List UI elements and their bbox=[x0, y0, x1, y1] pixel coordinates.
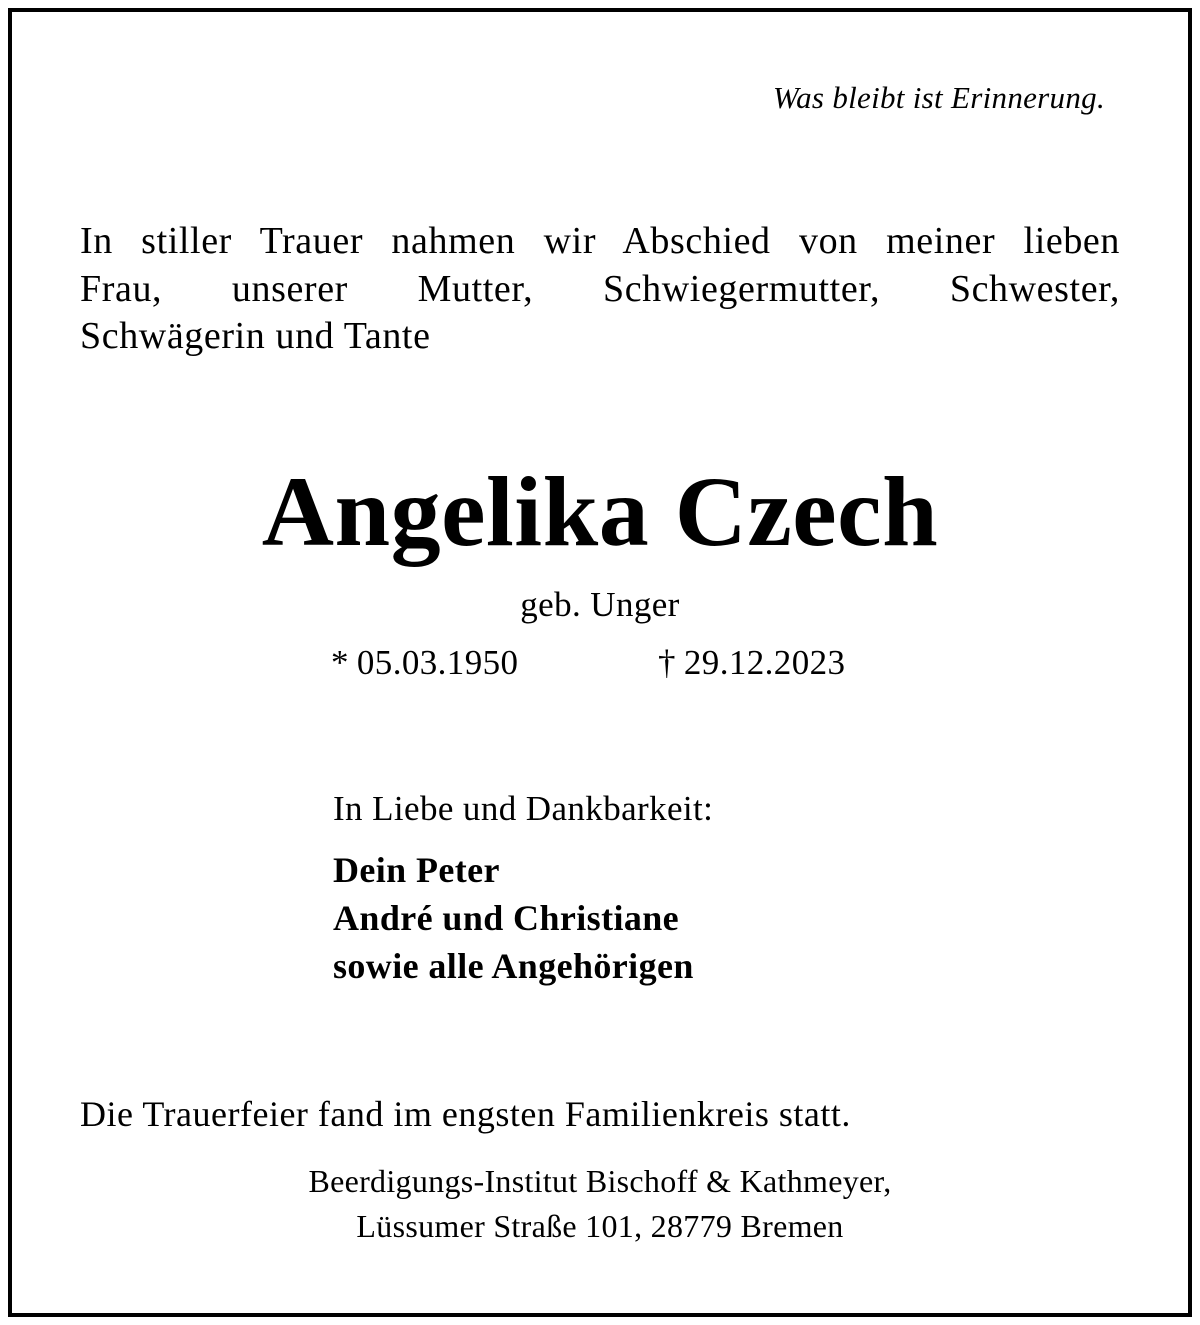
thanks-line: In Liebe und Dankbarkeit: bbox=[333, 789, 714, 828]
mourners-list bbox=[333, 846, 694, 990]
undertaker-name: Beerdigungs-Institut Bischoff & Kathmeyer, bbox=[308, 1163, 892, 1199]
mourner: Dein Peter bbox=[333, 850, 500, 890]
birth-star-icon: * bbox=[331, 643, 349, 682]
deceased-name: Angelika Czech bbox=[261, 456, 939, 567]
intro-line: In stiller Trauer nahmen wir Abschied von meiner lieben bbox=[80, 220, 1120, 262]
ceremony-note: Die Trauerfeier fand im engsten Familienkreis statt. bbox=[80, 1094, 851, 1134]
intro-line: Frau, unserer Mutter, Schwiegermutter, Schwester, bbox=[80, 267, 1120, 310]
death-date-value: 29.12.2023 bbox=[683, 643, 846, 682]
death-date bbox=[658, 640, 845, 686]
birth-date-value: 05.03.1950 bbox=[356, 643, 519, 682]
undertaker-address: Lüssumer Straße 101, 28779 Bremen bbox=[356, 1208, 844, 1244]
maiden-name: geb. Unger bbox=[520, 585, 680, 624]
death-cross-icon: † bbox=[658, 643, 676, 682]
mourner: André und Christiane bbox=[333, 898, 680, 938]
undertaker-info bbox=[0, 1159, 1200, 1249]
intro-line: Schwägerin und Tante bbox=[80, 315, 431, 357]
intro-text bbox=[80, 218, 1120, 361]
motto: Was bleibt ist Erinnerung. bbox=[772, 80, 1105, 115]
mourner: sowie alle Angehörigen bbox=[333, 946, 694, 986]
birth-date bbox=[331, 640, 518, 686]
